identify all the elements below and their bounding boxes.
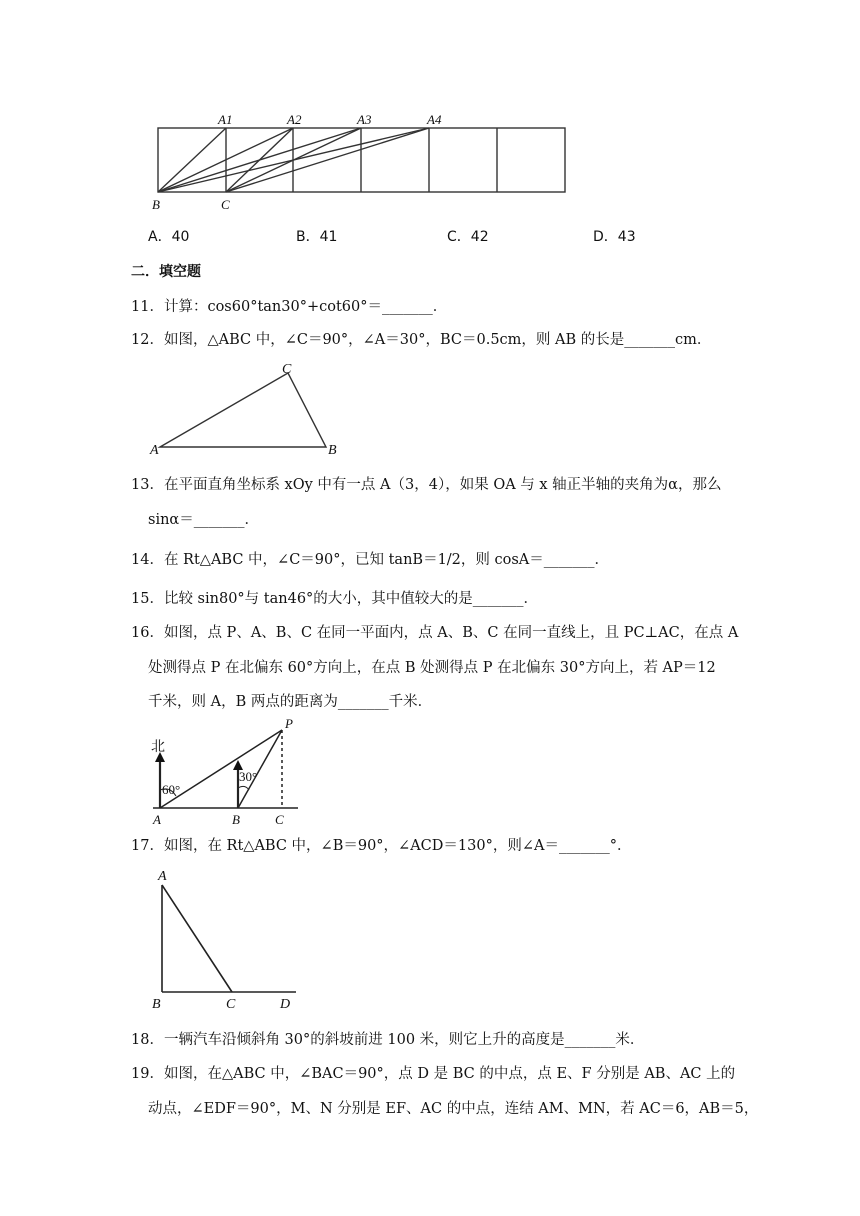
option-a: A．40 (148, 229, 190, 245)
option-b: B．41 (296, 229, 338, 245)
label-a: A (158, 869, 167, 884)
label-b: B (152, 197, 160, 212)
bearing-figure-16 (148, 716, 308, 826)
option-c: C．42 (447, 229, 489, 245)
question-16-line-3: 千米，则 A，B 两点的距离为_______千米． (148, 694, 433, 710)
question-14: 14．在 Rt△ABC 中，∠C＝90°，已知 tanB＝1/2，则 cosA＝_______． (131, 552, 610, 568)
question-13-line-1: 13．在平面直角坐标系 xOy 中有一点 A（3，4），如果 OA 与 x 轴正半轴的夹角为α，那么 (131, 477, 722, 493)
label-a2: A2 (287, 112, 302, 127)
label-d: D (280, 997, 291, 1011)
question-17: 17．如图，在 Rt△ABC 中，∠B＝90°，∠ACD＝130°，则∠A＝_______°． (131, 838, 632, 854)
triangle-figure-17 (148, 865, 308, 1011)
label-a4: A4 (427, 112, 442, 127)
triangle-figure-12 (148, 360, 348, 458)
label-b: B (328, 443, 337, 458)
label-a3: A3 (357, 112, 372, 127)
question-12: 12．如图，△ABC 中，∠C＝90°，∠A＝30°，BC＝0.5cm，则 AB 的长是_______cm． (131, 332, 712, 348)
grid-figure (148, 112, 578, 214)
label-b: B (232, 812, 240, 826)
question-11: 11．计算：cos60°tan30°+cot60°＝_______． (131, 299, 448, 315)
question-19-line-2: 动点，∠EDF＝90°，M、N 分别是 EF、AC 的中点，连结 AM、MN，若 AC＝6，AB＝5， (148, 1101, 759, 1117)
label-a: A (150, 443, 159, 458)
label-p: P (285, 716, 293, 731)
label-c: C (282, 362, 292, 377)
option-d: D．43 (593, 229, 636, 245)
question-16-line-1: 16．如图，点 P、A、B、C 在同一平面内，点 A、B、C 在同一直线上，且 PC⊥AC，在点 A (131, 625, 739, 641)
question-19-line-1: 19．如图，在△ABC 中，∠BAC＝90°，点 D 是 BC 的中点，点 E、F 分别是 AB、AC 上的 (131, 1066, 736, 1082)
label-c: C (221, 197, 230, 212)
angle-30: 30° (239, 769, 258, 784)
label-a: A (153, 812, 161, 826)
question-18: 18．一辆汽车沿倾斜角 30°的斜坡前进 100 米，则它上升的高度是_______米． (131, 1032, 645, 1048)
section-title: 二．填空题 (131, 264, 201, 280)
label-b: B (152, 997, 161, 1011)
question-16-line-2: 处测得点 P 在北偏东 60°方向上，在点 B 处测得点 P 在北偏东 30°方向上，若 AP＝12 (148, 660, 716, 676)
question-15: 15．比较 sin80°与 tan46°的大小，其中值较大的是_______． (131, 591, 539, 607)
north-label: 北 (151, 739, 165, 755)
label-c: C (275, 812, 284, 826)
label-c: C (226, 997, 236, 1011)
label-a1: A1 (218, 112, 233, 127)
question-13-line-2: sinα＝_______． (148, 512, 259, 528)
angle-60: 60° (162, 782, 181, 797)
